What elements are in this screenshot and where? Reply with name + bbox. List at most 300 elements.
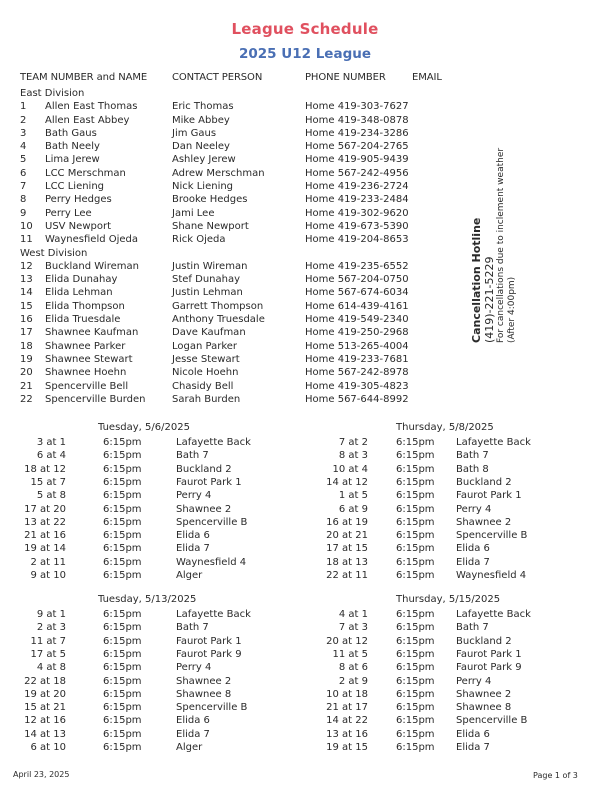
column-header-phone: PHONE NUMBER [305, 72, 386, 83]
team-name: Elida Dunahay [45, 274, 118, 286]
page-number: Page 1 of 3 [533, 771, 578, 780]
page-title: League Schedule [231, 20, 379, 38]
game-row [318, 714, 610, 727]
game-location: Buckland 2 [456, 476, 512, 488]
matchup: 19 at 15 [326, 742, 368, 753]
game-location: Waynesfield 4 [456, 570, 527, 581]
hotline-note: For cancellations due to inclement weather [496, 147, 506, 343]
matchup: 16 at 19 [326, 516, 368, 528]
game-time: 6:15pm [396, 728, 435, 740]
hotline-note-time: (After 4:00pm) [507, 276, 517, 343]
team-row [0, 153, 470, 166]
team-row [0, 366, 470, 379]
matchup: 10 at 4 [332, 463, 368, 475]
team-number: 11 [20, 234, 33, 246]
game-time: 6:15pm [103, 622, 142, 634]
team-row [0, 393, 470, 406]
game-time: 6:15pm [396, 476, 435, 488]
game-row [0, 556, 300, 569]
team-name: Perry Hedges [45, 194, 112, 206]
game-location: Spencerville B [456, 715, 528, 727]
game-row [318, 701, 610, 714]
game-time: 6:15pm [396, 662, 435, 674]
matchup: 11 at 7 [30, 635, 66, 647]
game-time: 6:15pm [396, 556, 435, 568]
game-time: 6:15pm [103, 490, 142, 502]
game-row [318, 648, 610, 661]
game-location: Buckland 2 [176, 463, 232, 475]
game-time: 6:15pm [396, 530, 435, 542]
game-time: 6:15pm [396, 742, 435, 753]
matchup: 6 at 4 [36, 450, 66, 462]
team-name: Elida Lehman [45, 287, 113, 299]
game-row [318, 516, 610, 529]
matchup: 7 at 2 [338, 437, 368, 448]
game-row [318, 476, 610, 489]
contact-person: Logan Parker [172, 340, 238, 352]
matchup: 2 at 3 [36, 622, 66, 634]
matchup: 18 at 13 [326, 556, 368, 568]
game-time: 6:15pm [396, 688, 435, 700]
schedule-block-thursday-5-15 [318, 594, 610, 764]
phone-number: Home 419-305-4823 [305, 380, 409, 392]
team-number: 14 [20, 287, 33, 299]
game-location: Elida 7 [456, 742, 490, 753]
game-row [0, 503, 300, 516]
game-time: 6:15pm [103, 702, 142, 714]
team-number: 12 [20, 260, 33, 272]
game-time: 6:15pm [103, 516, 142, 528]
contact-person: Jami Lee [172, 207, 215, 219]
contact-person: Brooke Hedges [172, 194, 248, 206]
team-name: LCC Liening [45, 181, 105, 193]
game-location: Elida 6 [456, 543, 490, 555]
team-name: Allen East Thomas [45, 101, 138, 113]
game-location: Perry 4 [176, 490, 212, 502]
matchup: 2 at 11 [30, 556, 66, 568]
game-row [0, 635, 300, 648]
contact-person: Mike Abbey [172, 114, 230, 126]
phone-number: Home 419-233-2484 [305, 194, 409, 206]
game-location: Bath 7 [456, 622, 489, 634]
game-location: Bath 7 [176, 622, 209, 634]
team-name: Elida Truesdale [45, 314, 121, 326]
game-time: 6:15pm [103, 503, 142, 515]
game-time: 6:15pm [103, 609, 142, 620]
division-heading [0, 87, 470, 100]
team-name: Shawnee Kaufman [45, 327, 139, 339]
team-number: 16 [20, 314, 33, 326]
team-roster [0, 87, 470, 406]
phone-number: Home 614-439-4161 [305, 300, 409, 312]
matchup: 17 at 20 [24, 503, 66, 515]
matchup: 6 at 10 [30, 742, 66, 753]
game-row [0, 529, 300, 542]
game-location: Faurot Park 1 [176, 635, 242, 647]
contact-person: Dan Neeley [172, 141, 230, 153]
contact-person: Justin Wireman [172, 260, 248, 272]
team-row [0, 326, 470, 339]
phone-number: Home 419-905-9439 [305, 154, 409, 166]
game-row [0, 701, 300, 714]
team-number: 21 [20, 380, 33, 392]
team-number: 8 [20, 194, 27, 206]
game-time: 6:15pm [396, 543, 435, 555]
phone-number: Home 419-673-5390 [305, 220, 409, 232]
division-name: East Division [20, 88, 85, 99]
game-time: 6:15pm [396, 648, 435, 660]
game-location: Shawnee 2 [176, 675, 232, 687]
team-row [0, 286, 470, 299]
game-location: Bath 7 [176, 450, 209, 462]
game-time: 6:15pm [103, 476, 142, 488]
team-name: Bath Neely [45, 141, 100, 153]
schedule-block-tuesday-5-13 [0, 594, 305, 764]
game-row [318, 728, 610, 741]
game-time: 6:15pm [103, 463, 142, 475]
game-row [318, 529, 610, 542]
phone-number: Home 419-233-7681 [305, 353, 409, 365]
matchup: 14 at 13 [24, 728, 66, 740]
game-row [318, 741, 610, 754]
team-name: Waynesfield Ojeda [45, 234, 139, 246]
team-row [0, 233, 470, 246]
game-row [0, 436, 300, 449]
team-row [0, 300, 470, 313]
game-location: Faurot Park 9 [456, 662, 522, 674]
matchup: 19 at 14 [24, 543, 66, 555]
game-row [318, 661, 610, 674]
matchup: 2 at 9 [338, 675, 368, 687]
phone-number: Home 419-236-2724 [305, 181, 409, 193]
team-number: 10 [20, 220, 33, 232]
matchup: 19 at 20 [24, 688, 66, 700]
team-name: Bath Gaus [45, 127, 97, 139]
footer-date: April 23, 2025 [13, 770, 70, 779]
team-name: Spencerville Burden [45, 393, 146, 405]
team-name: Allen East Abbey [45, 114, 130, 126]
game-row [0, 675, 300, 688]
game-row [0, 648, 300, 661]
matchup: 20 at 12 [326, 635, 368, 647]
game-row [318, 635, 610, 648]
game-location: Buckland 2 [456, 635, 512, 647]
game-day-heading: Thursday, 5/8/2025 [396, 422, 494, 433]
game-row [318, 569, 610, 582]
game-row [318, 556, 610, 569]
game-time: 6:15pm [103, 437, 142, 448]
matchup: 11 at 5 [332, 648, 368, 660]
game-row [0, 688, 300, 701]
game-location: Elida 6 [456, 728, 490, 740]
game-time: 6:15pm [396, 503, 435, 515]
matchup: 8 at 6 [338, 662, 368, 674]
team-row [0, 273, 470, 286]
contact-person: Ashley Jerew [172, 154, 236, 166]
game-row [0, 476, 300, 489]
matchup: 13 at 22 [24, 516, 66, 528]
team-name: Shawnee Stewart [45, 353, 133, 365]
matchup: 13 at 16 [326, 728, 368, 740]
matchup: 22 at 11 [326, 570, 368, 581]
game-row [318, 436, 610, 449]
game-time: 6:15pm [103, 570, 142, 581]
phone-number: Home 567-242-8978 [305, 367, 409, 379]
game-time: 6:15pm [396, 490, 435, 502]
game-row [0, 449, 300, 462]
team-number: 5 [20, 154, 27, 166]
contact-person: Sarah Burden [172, 393, 241, 405]
team-number: 6 [20, 167, 27, 179]
phone-number: Home 419-549-2340 [305, 314, 409, 326]
game-row [0, 489, 300, 502]
game-location: Bath 7 [456, 450, 489, 462]
game-row [0, 516, 300, 529]
game-location: Waynesfield 4 [176, 556, 247, 568]
game-location: Bath 8 [456, 463, 489, 475]
game-row [318, 621, 610, 634]
contact-person: Adrew Merschman [172, 167, 265, 179]
game-row [318, 675, 610, 688]
game-time: 6:15pm [396, 437, 435, 448]
team-name: Buckland Wireman [45, 260, 139, 272]
team-name: Shawnee Parker [45, 340, 126, 352]
hotline-phone: (419)-221-5229 [483, 256, 496, 343]
game-time: 6:15pm [103, 688, 142, 700]
team-number: 3 [20, 127, 27, 139]
contact-person: Justin Lehman [172, 287, 243, 299]
game-location: Perry 4 [456, 503, 492, 515]
game-location: Elida 6 [176, 530, 210, 542]
phone-number: Home 513-265-4004 [305, 340, 409, 352]
matchup: 18 at 12 [24, 463, 66, 475]
matchup: 10 at 18 [326, 688, 368, 700]
game-location: Faurot Park 1 [176, 476, 242, 488]
contact-person: Chasidy Bell [172, 380, 234, 392]
team-row [0, 313, 470, 326]
game-location: Lafayette Back [176, 437, 251, 448]
game-row [0, 661, 300, 674]
team-number: 15 [20, 300, 33, 312]
game-time: 6:15pm [396, 463, 435, 475]
division-name: West Division [20, 247, 88, 259]
team-row [0, 340, 470, 353]
game-time: 6:15pm [396, 702, 435, 714]
contact-person: Eric Thomas [172, 101, 234, 113]
team-number: 4 [20, 141, 27, 153]
game-location: Shawnee 2 [456, 688, 512, 700]
team-number: 9 [20, 207, 27, 219]
game-time: 6:15pm [396, 609, 435, 620]
matchup: 14 at 12 [326, 476, 368, 488]
game-time: 6:15pm [103, 635, 142, 647]
matchup: 15 at 21 [24, 702, 66, 714]
team-row [0, 114, 470, 127]
matchup: 7 at 3 [338, 622, 368, 634]
schedule-block-thursday-5-8 [318, 422, 610, 592]
team-name: Shawnee Hoehn [45, 367, 127, 379]
phone-number: Home 419-250-2968 [305, 327, 409, 339]
team-row [0, 207, 470, 220]
game-location: Elida 7 [456, 556, 490, 568]
team-name: Perry Lee [45, 207, 92, 219]
team-row [0, 167, 470, 180]
game-time: 6:15pm [396, 516, 435, 528]
game-row [0, 463, 300, 476]
game-time: 6:15pm [103, 662, 142, 674]
matchup: 22 at 18 [24, 675, 66, 687]
matchup: 8 at 3 [338, 450, 368, 462]
matchup: 21 at 16 [24, 530, 66, 542]
game-row [318, 688, 610, 701]
contact-person: Anthony Truesdale [172, 314, 265, 326]
game-time: 6:15pm [396, 715, 435, 727]
game-row [0, 569, 300, 582]
team-row [0, 100, 470, 113]
team-name: USV Newport [45, 220, 111, 232]
matchup: 17 at 5 [30, 648, 66, 660]
matchup: 4 at 8 [36, 662, 66, 674]
phone-number: Home 419-204-8653 [305, 234, 409, 246]
game-time: 6:15pm [396, 570, 435, 581]
matchup: 14 at 22 [326, 715, 368, 727]
game-location: Elida 7 [176, 543, 210, 555]
phone-number: Home 567-674-6034 [305, 287, 409, 299]
matchup: 9 at 10 [30, 570, 66, 581]
matchup: 21 at 17 [326, 702, 368, 714]
game-time: 6:15pm [103, 742, 142, 753]
game-time: 6:15pm [396, 450, 435, 462]
matchup: 9 at 1 [36, 609, 66, 620]
page-subtitle: 2025 U12 League [238, 46, 372, 62]
game-time: 6:15pm [103, 556, 142, 568]
matchup: 1 at 5 [338, 490, 368, 502]
game-row [0, 621, 300, 634]
phone-number: Home 567-242-4956 [305, 167, 409, 179]
team-row [0, 140, 470, 153]
game-row [0, 741, 300, 754]
contact-person: Rick Ojeda [172, 234, 226, 246]
game-time: 6:15pm [103, 675, 142, 687]
game-row [318, 449, 610, 462]
matchup: 3 at 1 [36, 437, 66, 448]
game-day-heading: Tuesday, 5/13/2025 [98, 594, 197, 605]
contact-person: Garrett Thompson [172, 300, 264, 312]
game-time: 6:15pm [103, 715, 142, 727]
team-row [0, 353, 470, 366]
matchup: 4 at 1 [338, 609, 368, 620]
game-row [0, 714, 300, 727]
team-number: 13 [20, 274, 33, 286]
team-number: 22 [20, 393, 33, 405]
game-location: Shawnee 8 [456, 702, 512, 714]
game-day-heading: Tuesday, 5/6/2025 [98, 422, 190, 433]
team-number: 17 [20, 327, 33, 339]
team-number: 20 [20, 367, 33, 379]
contact-person: Jim Gaus [172, 127, 217, 139]
game-location: Faurot Park 1 [456, 648, 522, 660]
team-row [0, 180, 470, 193]
team-name: Spencerville Bell [45, 380, 129, 392]
game-location: Shawnee 2 [456, 516, 512, 528]
team-name: LCC Merschman [45, 167, 126, 179]
game-time: 6:15pm [103, 530, 142, 542]
team-row [0, 380, 470, 393]
phone-number: Home 567-644-8992 [305, 393, 409, 405]
column-header-contact: CONTACT PERSON [172, 72, 263, 83]
game-location: Shawnee 2 [176, 503, 232, 515]
matchup: 17 at 15 [326, 543, 368, 555]
game-time: 6:15pm [396, 635, 435, 647]
team-number: 18 [20, 340, 33, 352]
game-location: Lafayette Back [176, 609, 251, 620]
matchup: 20 at 21 [326, 530, 368, 542]
phone-number: Home 567-204-2765 [305, 141, 409, 153]
game-time: 6:15pm [396, 675, 435, 687]
game-time: 6:15pm [396, 622, 435, 634]
game-row [318, 542, 610, 555]
game-day-heading: Thursday, 5/15/2025 [396, 594, 501, 605]
phone-number: Home 419-303-7627 [305, 101, 409, 113]
game-location: Lafayette Back [456, 437, 531, 448]
column-header-email: EMAIL [412, 72, 442, 83]
game-location: Shawnee 8 [176, 688, 232, 700]
contact-person: Stef Dunahay [172, 274, 241, 286]
game-row [0, 608, 300, 621]
game-location: Spencerville B [176, 702, 248, 714]
contact-person: Shane Newport [172, 220, 249, 232]
team-row [0, 220, 470, 233]
contact-person: Nick Liening [172, 181, 234, 193]
game-location: Spencerville B [456, 530, 528, 542]
game-location: Lafayette Back [456, 609, 531, 620]
team-row [0, 260, 470, 273]
team-number: 7 [20, 181, 27, 193]
matchup: 15 at 7 [30, 476, 66, 488]
team-number: 2 [20, 114, 27, 126]
column-header-team: TEAM NUMBER and NAME [20, 72, 148, 83]
game-time: 6:15pm [103, 728, 142, 740]
game-row [0, 542, 300, 555]
division-heading [0, 247, 470, 260]
game-row [318, 489, 610, 502]
phone-number: Home 419-348-0878 [305, 114, 409, 126]
phone-number: Home 419-234-3286 [305, 127, 409, 139]
game-location: Alger [176, 742, 203, 753]
game-location: Elida 6 [176, 715, 210, 727]
cancellation-hotline [470, 108, 546, 343]
game-row [0, 728, 300, 741]
matchup: 12 at 16 [24, 715, 66, 727]
game-location: Perry 4 [456, 675, 492, 687]
game-location: Perry 4 [176, 662, 212, 674]
team-number: 19 [20, 353, 33, 365]
hotline-title: Cancellation Hotline [470, 217, 483, 343]
game-location: Alger [176, 570, 203, 581]
game-row [318, 608, 610, 621]
phone-number: Home 419-302-9620 [305, 207, 409, 219]
contact-person: Dave Kaufman [172, 327, 246, 339]
team-row [0, 193, 470, 206]
game-location: Spencerville B [176, 516, 248, 528]
team-name: Lima Jerew [45, 154, 100, 166]
game-location: Elida 7 [176, 728, 210, 740]
team-number: 1 [20, 101, 27, 113]
contact-person: Nicole Hoehn [172, 367, 239, 379]
matchup: 5 at 8 [36, 490, 66, 502]
team-row [0, 127, 470, 140]
game-row [318, 503, 610, 516]
